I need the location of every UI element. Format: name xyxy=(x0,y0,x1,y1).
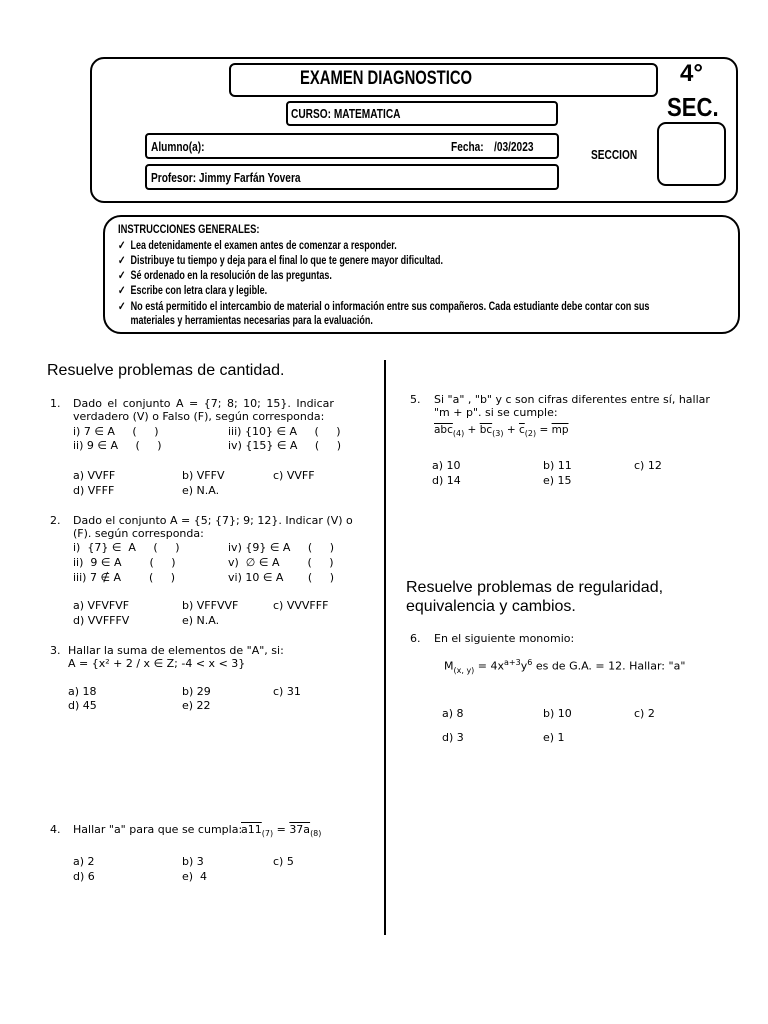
question-text: Si "a" , "b" y c son cifras diferentes entre sí, hallar xyxy=(434,393,710,406)
statement: vi) 10 ∈ A ( ) xyxy=(228,571,334,584)
numeral: $\overline{bc}$ xyxy=(479,424,493,436)
grade-label: 4° xyxy=(680,60,703,87)
instruction-item: materiales y herramientas necesarias para la evaluación. xyxy=(130,315,373,327)
question-text: A = {x² + 2 / x ∈ Z; -4 < x < 3} xyxy=(68,657,246,670)
plus: + xyxy=(464,424,480,436)
level-label: SEC. xyxy=(667,92,719,122)
base: (8) xyxy=(310,829,322,839)
numeral: $\overline{mp}$ xyxy=(551,424,569,436)
base: (4) xyxy=(452,429,465,439)
option[interactable]: d) 14 xyxy=(432,474,461,487)
plus: + xyxy=(503,424,519,436)
option[interactable]: d) VVFFFV xyxy=(73,614,130,627)
left-section-title: Resuelve problemas de cantidad. xyxy=(47,362,285,379)
statement: ii) 9 ∈ A ( ) xyxy=(73,439,162,452)
instructions-heading: INSTRUCCIONES GENERALES: xyxy=(118,222,260,236)
exponent: 6 xyxy=(527,658,533,667)
section-box xyxy=(657,122,726,186)
question-text: verdadero (V) o Falso (F), según corresponda: xyxy=(73,410,325,423)
option[interactable]: a) 18 xyxy=(68,685,97,698)
numeral: $\overline{abc}$ xyxy=(434,424,453,436)
question-text: Hallar la suma de elementos de "A", si: xyxy=(68,644,284,657)
option[interactable]: d) 3 xyxy=(442,731,464,744)
instruction-item: ✓ Distribuye tu tiempo y deja para el final lo que te genere mayor dificultad. xyxy=(118,255,444,267)
option[interactable]: c) VVVFFF xyxy=(273,599,329,612)
check-icon: ✓ xyxy=(118,270,126,282)
right-section-title-line1: Resuelve problemas de regularidad, xyxy=(406,579,664,596)
instruction-item: ✓ Escribe con letra clara y legible. xyxy=(118,285,268,297)
monomial xyxy=(444,656,685,677)
statement: i) {7} ∈ A ( ) xyxy=(73,541,180,554)
option[interactable]: e) 4 xyxy=(182,870,208,883)
option[interactable]: b) 3 xyxy=(182,855,204,868)
base: (3) xyxy=(492,429,504,439)
question-number: 5. xyxy=(410,393,421,406)
option[interactable]: a) VVFF xyxy=(73,469,116,482)
statement: iv) {9} ∈ A ( ) xyxy=(228,541,334,554)
option[interactable]: b) 29 xyxy=(182,685,211,698)
column-divider xyxy=(384,360,386,935)
option[interactable]: c) 12 xyxy=(634,459,662,472)
monomial-name: M xyxy=(444,659,454,673)
exponent: a+3 xyxy=(504,658,521,667)
option[interactable]: a) 8 xyxy=(442,707,464,720)
instruction-item: ✓ Sé ordenado en la resolución de las preguntas. xyxy=(118,270,332,282)
option[interactable]: e) N.A. xyxy=(182,484,220,497)
question-text: Dado el conjunto A = {5; {7}; 9; 12}. Indicar (V) o xyxy=(73,514,353,527)
option[interactable]: b) VFFV xyxy=(182,469,225,482)
statement: ii) 9 ∈ A ( ) xyxy=(73,556,176,569)
option[interactable]: e) 1 xyxy=(543,731,565,744)
date-label: Fecha: xyxy=(451,139,484,154)
statement: iii) {10} ∈ A ( ) xyxy=(228,425,341,438)
question-number: 3. xyxy=(50,644,61,657)
check-icon: ✓ xyxy=(118,240,126,252)
option[interactable]: e) 15 xyxy=(543,474,572,487)
option[interactable]: b) 10 xyxy=(543,707,572,720)
option[interactable]: e) 22 xyxy=(182,699,211,712)
question-text: "m + p". si se cumple: xyxy=(434,406,558,419)
question-text: (F). según corresponda: xyxy=(73,527,204,540)
teacher-label: Profesor: Jimmy Farfán Yovera xyxy=(151,170,301,185)
monomial-coef: = 4x xyxy=(474,659,505,673)
option[interactable]: b) VFFVVF xyxy=(182,599,239,612)
course-label: CURSO: MATEMATICA xyxy=(291,106,401,121)
question-text: Dado el conjunto A = {7; 8; 10; 15}. Indicar xyxy=(73,397,334,410)
statement: iv) {15} ∈ A ( ) xyxy=(228,439,341,452)
equals: = xyxy=(273,823,290,836)
check-icon: ✓ xyxy=(118,255,126,267)
instruction-item: ✓ No está permitido el intercambio de material o información entre sus compañeros. Cada estudiante debe contar con sus xyxy=(118,301,650,313)
base: (2) xyxy=(524,429,537,439)
numeral: a11 xyxy=(241,823,262,836)
check-icon: ✓ xyxy=(118,301,126,313)
monomial-text: es de G.A. = 12. Hallar: "a" xyxy=(532,659,686,673)
question-number: 1. xyxy=(50,397,61,410)
date-value: /03/2023 xyxy=(494,139,534,154)
equals: = xyxy=(536,424,552,436)
section-label: SECCION xyxy=(591,147,638,162)
numeral: 37a xyxy=(289,823,311,836)
exam-title: EXAMEN DIAGNOSTICO xyxy=(300,68,473,89)
question-text: En el siguiente monomio: xyxy=(434,632,575,645)
right-section-title-line2: equivalencia y cambios. xyxy=(406,598,576,615)
option[interactable]: c) VVFF xyxy=(273,469,315,482)
statement: iii) 7 ∉ A ( ) xyxy=(73,571,176,584)
statement: v) ∅ ∈ A ( ) xyxy=(228,556,334,569)
option[interactable]: a) 10 xyxy=(432,459,461,472)
equation xyxy=(241,823,321,840)
option[interactable]: a) 2 xyxy=(73,855,95,868)
base: (7) xyxy=(261,829,274,839)
option[interactable]: b) 11 xyxy=(543,459,572,472)
question-number: 6. xyxy=(410,632,421,645)
check-icon: ✓ xyxy=(118,285,126,297)
question-text: Hallar "a" para que se cumpla: xyxy=(73,823,243,836)
student-label: Alumno(a): xyxy=(151,139,205,154)
option[interactable]: c) 2 xyxy=(634,707,655,720)
question-number: 4. xyxy=(50,823,61,836)
numeral: $\overline{c}$ xyxy=(518,424,525,436)
instruction-item: ✓ Lea detenidamente el examen antes de comenzar a responder. xyxy=(118,240,397,252)
option[interactable]: d) VFFF xyxy=(73,484,115,497)
option[interactable]: c) 31 xyxy=(273,685,301,698)
option[interactable]: e) N.A. xyxy=(182,614,220,627)
option[interactable]: c) 5 xyxy=(273,855,294,868)
monomial-var: y xyxy=(520,659,528,673)
statement: i) 7 ∈ A ( ) xyxy=(73,425,159,438)
question-number: 2. xyxy=(50,514,61,527)
equation xyxy=(434,424,569,440)
option[interactable]: d) 6 xyxy=(73,870,95,883)
monomial-vars: (x, y) xyxy=(453,665,475,675)
option[interactable]: a) VFVFVF xyxy=(73,599,130,612)
option[interactable]: d) 45 xyxy=(68,699,97,712)
